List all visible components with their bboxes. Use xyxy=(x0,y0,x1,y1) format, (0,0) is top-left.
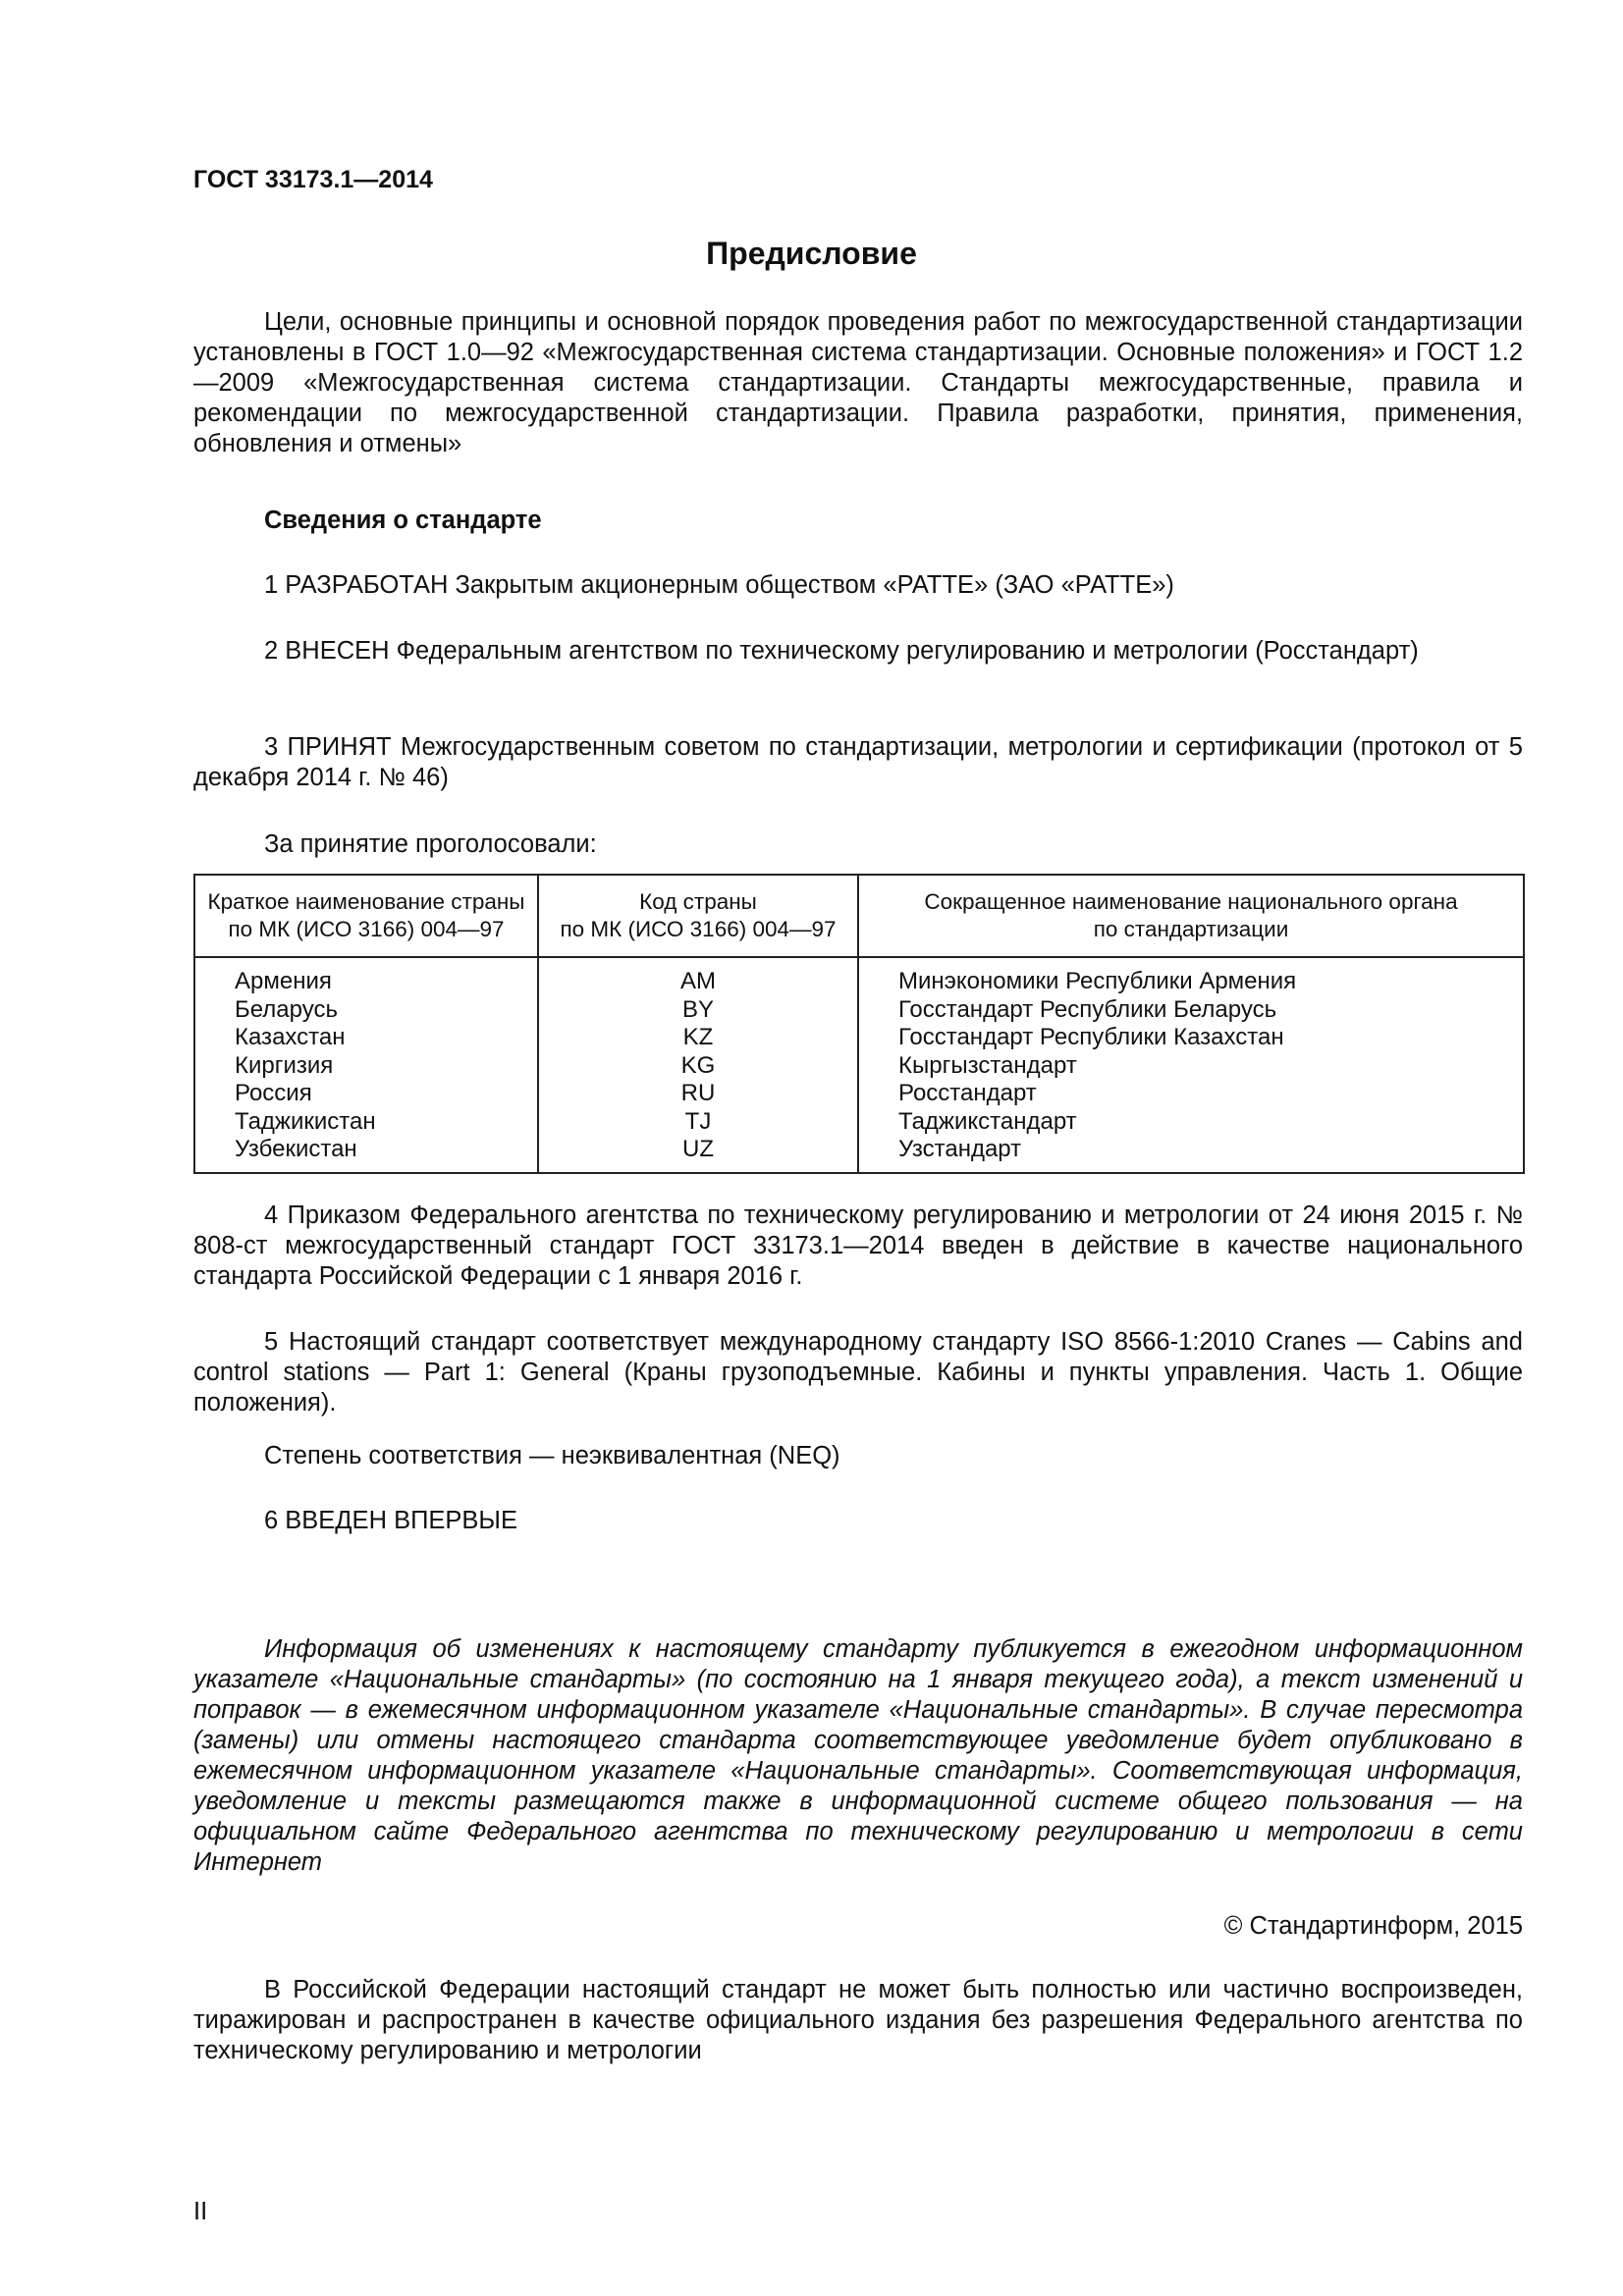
table-cell-code: AM xyxy=(680,968,716,994)
voting-table xyxy=(193,874,1525,1174)
table-cell-code: BY xyxy=(681,995,714,1023)
table-body-row xyxy=(194,957,1524,1173)
table-header-country: Краткое наименование страны по МК (ИСО 3166) 004—97 xyxy=(194,875,538,957)
reproduction-restriction: В Российской Федерации настоящий стандарт не может быть полностью или частично воспроизведен, тиражирован и распространен в качестве официального издания без разрешения Федерального агентства по техническому регулированию и метрологии xyxy=(193,1976,1523,2064)
item-1: 1 РАЗРАБОТАН Закрытым акционерным обществом «РАТТЕ» (ЗАО «РАТТЕ») xyxy=(264,571,1174,599)
table-cell-country: Казахстан xyxy=(235,1024,346,1050)
table-cell-authority: Таджикстандарт xyxy=(898,1107,1077,1135)
table-cell-country: Армения xyxy=(235,968,332,994)
table-cell-code: KG xyxy=(680,1051,716,1079)
table-cell-code: KZ xyxy=(682,1024,714,1050)
item-6: 6 ВВЕДЕН ВПЕРВЫЕ xyxy=(264,1507,518,1534)
country-column xyxy=(194,957,538,1173)
voted-label: За принятие проголосовали: xyxy=(264,830,597,858)
item-4: 4 Приказом Федерального агентства по техническому регулированию и метрологии от 24 июня 2015 г. № 808-ст межгосударственный стандарт ГОСТ 33173.1—2014 введен в действие в качестве национального стандарта Российской Федерации с 1 января 2016 г. xyxy=(193,1201,1523,1290)
document-code-header: ГОСТ 33173.1—2014 xyxy=(193,166,433,193)
table-cell-code: TJ xyxy=(684,1107,712,1135)
change-notice: Информация об изменениях к настоящему стандарту публикуется в ежегодном информационном указателе «Национальные стандарты» (по состоянию на 1 января текущего года), а текст изменений и поправок — в ежемесячном информационном указателе «Национальные стандарты». В случае пересмотра (замены) или отмены настоящего стандарта соответствующее уведомление будет опубликовано в ежемесячном информационном указателе «Национальные стандарты». Соответствующая информация, уведомление и тексты размещаются также в информационной системе общего пользования — на официальном сайте Федерального агентства по техническому регулированию и метрологии в сети Интернет xyxy=(193,1635,1523,1876)
table-cell-authority: Госстандарт Республики Казахстан xyxy=(898,1024,1284,1050)
table-cell-authority: Кыргызстандарт xyxy=(898,1051,1077,1079)
table-cell-country: Россия xyxy=(235,1080,312,1106)
table-cell-country: Киргизия xyxy=(235,1051,334,1079)
code-column xyxy=(538,957,858,1173)
table-header-row xyxy=(194,875,1524,957)
table-cell-code: RU xyxy=(680,1080,716,1106)
authority-column xyxy=(858,957,1524,1173)
table-cell-country: Таджикистан xyxy=(235,1107,376,1135)
table-cell-code: UZ xyxy=(682,1136,714,1162)
intro-paragraph: Цели, основные принципы и основной порядок проведения работ по межгосударственной стандартизации установлены в ГОСТ 1.0—92 «Межгосударственная система стандартизации. Основные положения» и ГОСТ 1.2—2009 «Межгосударственная система стандартизации. Стандарты межгосударственные, правила и рекомендации по межгосударственной стандартизации. Правила разработки, принятия, применения, обновления и отмены» xyxy=(193,308,1523,457)
item-5: 5 Настоящий стандарт соответствует международному стандарту ISO 8566-1:2010 Cranes — Cabins and control stations — Part 1: General (Краны грузоподъемные. Кабины и пункты управления. Часть 1. Общие положения). xyxy=(193,1328,1523,1416)
page-title: Предисловие xyxy=(706,236,917,271)
item-5-degree: Степень соответствия — неэквивалентная (NEQ) xyxy=(264,1442,840,1469)
table-cell-country: Узбекистан xyxy=(235,1136,357,1162)
section-heading: Сведения о стандарте xyxy=(264,507,542,534)
table-cell-authority: Росстандарт xyxy=(898,1080,1037,1106)
table-cell-authority: Минэкономики Республики Армения xyxy=(898,968,1297,994)
item-3: 3 ПРИНЯТ Межгосударственным советом по стандартизации, метрологии и сертификации (протокол от 5 декабря 2014 г. № 46) xyxy=(193,733,1523,791)
page-number: II xyxy=(193,2198,208,2225)
table-header-authority: Сокращенное наименование национального органа по стандартизации xyxy=(858,875,1524,957)
table-header-code: Код страны по МК (ИСО 3166) 004—97 xyxy=(538,875,858,957)
copyright-line: © Стандартинформ, 2015 xyxy=(1223,1912,1523,1940)
table-cell-authority: Госстандарт Республики Беларусь xyxy=(898,995,1277,1023)
table-cell-country: Беларусь xyxy=(235,995,338,1023)
table-cell-authority: Узстандарт xyxy=(898,1136,1022,1162)
item-2: 2 ВНЕСЕН Федеральным агентством по техническому регулированию и метрологии (Росстандарт) xyxy=(264,637,1419,665)
